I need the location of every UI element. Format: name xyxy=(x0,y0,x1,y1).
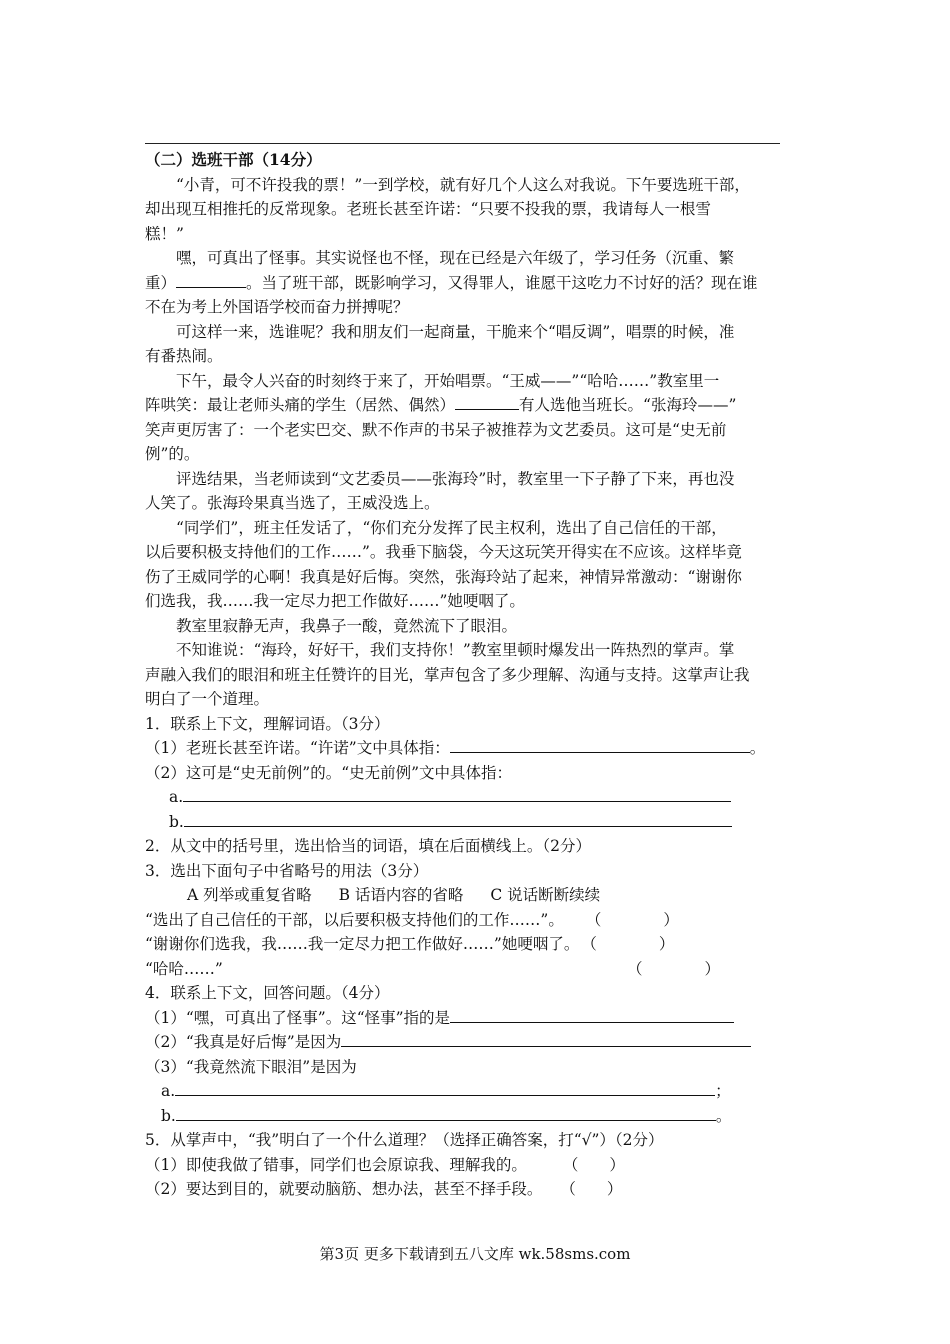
item-label: a. xyxy=(161,1082,176,1100)
answer-blank[interactable] xyxy=(455,394,519,410)
answer-paren[interactable]: （ ） xyxy=(627,959,721,978)
question-3: 3．选出下面句子中省略号的用法（3分） xyxy=(145,861,429,880)
question-3-options xyxy=(145,883,790,908)
question-4-3: （3）“我竟然流下眼泪”是因为 xyxy=(145,1057,357,1076)
section-title: （二）选班干部（14分） xyxy=(145,150,322,169)
passage-line: 不知谁说：“海玲，好好干，我们支持你！”教室里顿时爆发出一阵热烈的掌声。掌 xyxy=(176,641,735,659)
answer-blank[interactable] xyxy=(176,272,246,288)
header-rule xyxy=(145,143,780,144)
passage-line: 下午，最令人兴奋的时刻终于来了，开始唱票。“王威——”“哈哈……”教室里一 xyxy=(176,371,720,390)
choice-text: （1）即使我做了错事，同学们也会原谅我、理解我的。 xyxy=(145,1155,527,1174)
questions xyxy=(145,712,790,1202)
option-a: A 列举或重复省略 xyxy=(187,886,312,904)
passage-line: 明白了一个道理。 xyxy=(145,690,270,708)
question-4-3-b xyxy=(145,1104,790,1129)
question-text: （1）老班长甚至许诺。“许诺”文中具体指： xyxy=(145,739,450,757)
punctuation: 。 xyxy=(749,739,766,757)
passage xyxy=(145,173,790,712)
choice-text: （2）要达到目的，就要动脑筋、想办法，甚至不择手段。 xyxy=(145,1180,543,1198)
answer-blank[interactable] xyxy=(341,1031,751,1047)
question-5-1 xyxy=(145,1153,790,1178)
passage-line xyxy=(145,271,790,296)
passage-line: 嘿，可真出了怪事。其实说怪也不怪，现在已经是六年级了，学习任务（沉重、繁 xyxy=(176,249,735,267)
question-4-3-a xyxy=(145,1079,790,1104)
question-3-sentence-1 xyxy=(145,908,790,933)
question-2: 2．从文中的括号里，选出恰当的词语，填在后面横线上。（2分） xyxy=(145,837,591,855)
answer-blank[interactable] xyxy=(450,737,750,753)
passage-line: “小青，可不许投我的票！”一到学校，就有好几个人这么对我说。下午要选班干部， xyxy=(176,175,750,194)
question-4-2 xyxy=(145,1030,790,1055)
sentence-text: “选出了自己信任的干部，以后要积极支持他们的工作……”。 xyxy=(145,910,564,929)
item-label: b. xyxy=(161,1106,176,1125)
passage-line: “同学们”，班主任发话了，“你们充分发挥了民主权利，选出了自己信任的干部， xyxy=(176,518,727,537)
option-c: C 说话断断续续 xyxy=(490,886,601,904)
answer-paren[interactable]: （ ） xyxy=(560,1180,623,1198)
answer-blank[interactable] xyxy=(183,786,731,802)
passage-line: 不在为考上外国语学校而奋力拼搏呢？ xyxy=(145,298,409,316)
question-5-2 xyxy=(145,1177,790,1202)
passage-fragment: 阵哄笑：最让老师头痛的学生（居然、偶然） xyxy=(145,396,456,414)
answer-paren[interactable]: （ ） xyxy=(581,935,675,953)
passage-line: 人笑了。张海玲果真当选了，王威没选上。 xyxy=(145,494,440,512)
answer-blank[interactable] xyxy=(184,811,732,827)
answer-paren[interactable]: （ ） xyxy=(562,1155,625,1174)
passage-fragment: 有人选他当班长。“张海玲——” xyxy=(519,396,737,414)
question-4-1 xyxy=(145,1006,790,1031)
question-3-sentence-3 xyxy=(145,957,790,982)
sentence-text: “谢谢你们选我，我……我一定尽力把工作做好……”她哽咽了。 xyxy=(145,935,580,953)
question-1-2-a xyxy=(145,785,790,810)
question-1-2: （2）这可是“史无前例”的。“史无前例”文中具体指： xyxy=(145,763,513,782)
question-5: 5．从掌声中，“我”明白了一个什么道理？（选择正确答案，打“√”）（2分） xyxy=(145,1131,664,1149)
page-footer: 第3页 更多下载请到五八文库 wk.58sms.com xyxy=(319,1245,631,1263)
answer-blank[interactable] xyxy=(450,1007,734,1023)
passage-line: 例”的。 xyxy=(145,445,200,463)
document-body xyxy=(145,148,790,1202)
answer-blank[interactable] xyxy=(176,1105,716,1121)
sentence-text: “哈哈……” xyxy=(145,959,223,978)
question-3-sentence-2 xyxy=(145,932,790,957)
question-text: （1）“嘿，可真出了怪事”。这“怪事”指的是 xyxy=(145,1008,451,1027)
passage-line: 以后要积极支持他们的工作……”。我垂下脑袋，今天这玩笑开得实在不应该。这样毕竟 xyxy=(145,543,742,561)
answer-paren[interactable]: （ ） xyxy=(585,910,679,929)
question-4: 4．联系上下文，回答问题。（4分） xyxy=(145,984,390,1002)
item-label: b. xyxy=(169,812,184,831)
passage-fragment: 重） xyxy=(145,273,177,292)
question-1: 1．联系上下文，理解词语。（3分） xyxy=(145,714,390,733)
question-text: （2）“我真是好后悔”是因为 xyxy=(145,1033,342,1051)
option-b: B 话语内容的省略 xyxy=(338,886,464,904)
punctuation: ； xyxy=(715,1082,731,1100)
passage-line: 可这样一来，选谁呢？我和朋友们一起商量，干脆来个“唱反调”，唱票的时候，准 xyxy=(176,322,735,341)
passage-line: 糕！” xyxy=(145,224,184,243)
passage-line: 评选结果，当老师读到“文艺委员——张海玲”时，教室里一下子静了下来，再也没 xyxy=(176,469,735,488)
answer-blank[interactable] xyxy=(175,1080,715,1096)
question-1-1 xyxy=(145,736,790,761)
passage-line: 却出现互相推托的反常现象。老班长甚至许诺：“只要不投我的票，我请每人一根雪 xyxy=(145,200,711,218)
passage-line: 声融入我们的眼泪和班主任赞许的目光，掌声包含了多少理解、沟通与支持。这掌声让我 xyxy=(145,665,750,684)
passage-line: 伤了王威同学的心啊！我真是好后悔。突然，张海玲站了起来，神情异常激动：“谢谢你 xyxy=(145,567,742,586)
passage-line xyxy=(145,393,790,418)
passage-line: 教室里寂静无声，我鼻子一酸，竟然流下了眼泪。 xyxy=(176,616,518,635)
passage-line: 有番热闹。 xyxy=(145,347,223,365)
passage-line: 们选我，我……我一定尽力把工作做好……”她哽咽了。 xyxy=(145,592,525,610)
punctuation: 。 xyxy=(715,1106,732,1125)
passage-fragment: 。当了班干部，既影响学习，又得罪人，谁愿干这吃力不讨好的活？现在谁 xyxy=(246,273,758,292)
item-label: a. xyxy=(169,788,184,806)
question-1-2-b xyxy=(145,810,790,835)
passage-line: 笑声更厉害了：一个老实巴交、默不作声的书呆子被推荐为文艺委员。这可是“史无前 xyxy=(145,420,727,439)
